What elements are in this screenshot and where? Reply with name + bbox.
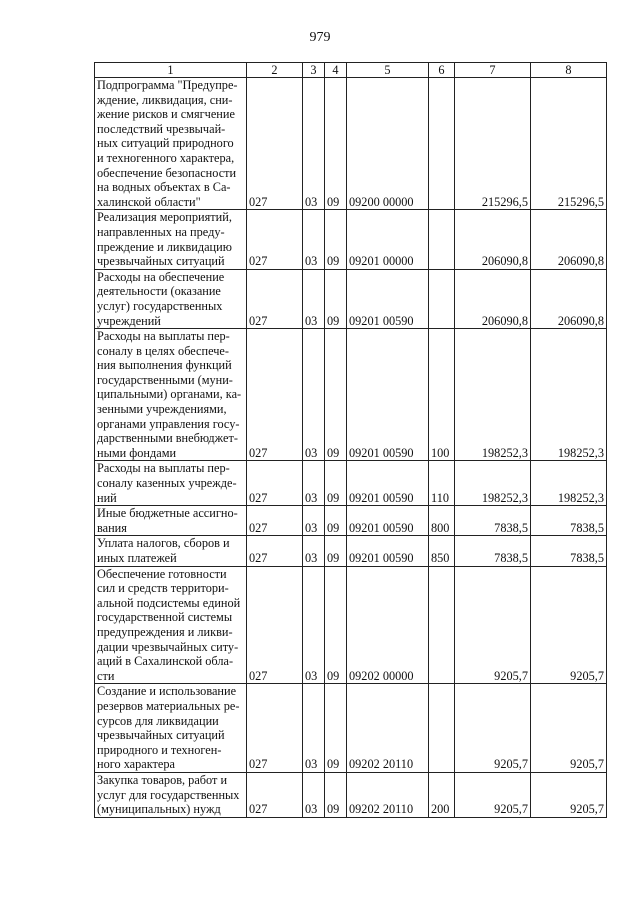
column-header-5: 5	[347, 63, 429, 78]
subsection-code: 09	[325, 269, 347, 328]
admin-code: 027	[247, 461, 303, 506]
column-header-3: 3	[303, 63, 325, 78]
row-name	[95, 78, 247, 210]
target-article-code: 09200 00000	[347, 78, 429, 210]
row-name-line: дации чрезвычайных ситу-	[97, 639, 239, 654]
admin-code: 027	[247, 684, 303, 773]
amount-col-7: 198252,3	[455, 329, 531, 461]
amount-col-8: 215296,5	[531, 78, 607, 210]
row-name-line: Обеспечение готовности	[97, 566, 227, 581]
admin-code: 027	[247, 772, 303, 817]
section-code: 03	[303, 772, 325, 817]
subsection-code: 09	[325, 684, 347, 773]
row-name-line: Расходы на обеспечение	[97, 269, 225, 284]
section-code: 03	[303, 461, 325, 506]
section-code: 03	[303, 329, 325, 461]
amount-col-7: 7838,5	[455, 506, 531, 536]
row-name-line: учреждений	[97, 313, 161, 328]
table-row	[95, 269, 607, 328]
row-name-line: (муниципальных) нужд	[97, 802, 221, 817]
table-row	[95, 536, 607, 566]
row-name-line: и техногенного характера,	[97, 150, 235, 165]
row-name-line: иных платежей	[97, 551, 177, 565]
target-article-code: 09202 20110	[347, 684, 429, 773]
row-name-line: предупреждения и ликви-	[97, 624, 233, 639]
row-name-line: преждение и ликвидацию	[97, 239, 232, 254]
row-name-line: услуг для государственных	[97, 787, 240, 802]
table-row	[95, 461, 607, 506]
expense-type-code: 800	[429, 506, 455, 536]
row-name-line: последствий чрезвычай-	[97, 121, 226, 136]
admin-code: 027	[247, 566, 303, 684]
target-article-code: 09202 00000	[347, 566, 429, 684]
section-code: 03	[303, 566, 325, 684]
column-header-1: 1	[95, 63, 247, 78]
row-name-line: на водных объектах в Са-	[97, 180, 231, 195]
row-name-line: ждение, ликвидация, сни-	[97, 92, 233, 107]
table-row	[95, 684, 607, 773]
row-name	[95, 506, 247, 536]
amount-col-8: 9205,7	[531, 684, 607, 773]
amount-col-8: 206090,8	[531, 269, 607, 328]
subsection-code: 09	[325, 461, 347, 506]
section-code: 03	[303, 536, 325, 566]
column-header-2: 2	[247, 63, 303, 78]
row-name-line: Расходы на выплаты пер-	[97, 461, 230, 476]
row-name	[95, 684, 247, 773]
row-name-line: вания	[97, 520, 127, 535]
row-name	[95, 772, 247, 817]
row-name-line: Закупка товаров, работ и	[97, 772, 228, 787]
subsection-code: 09	[325, 566, 347, 684]
column-header-4: 4	[325, 63, 347, 78]
row-name-line: соналу в целях обеспече-	[97, 343, 229, 358]
amount-col-8: 7838,5	[531, 506, 607, 536]
row-name-line: Подпрограмма "Предупре-	[97, 78, 238, 92]
row-name-line: услуг) государственных	[97, 298, 223, 313]
row-name-line: природного и техноген-	[97, 742, 222, 757]
table-row	[95, 772, 607, 817]
section-code: 03	[303, 269, 325, 328]
row-name-line: ния выполнения функций	[97, 358, 232, 373]
row-name-line: сурсов для ликвидации	[97, 713, 219, 728]
row-name	[95, 269, 247, 328]
amount-col-7: 9205,7	[455, 566, 531, 684]
amount-col-8: 198252,3	[531, 329, 607, 461]
subsection-code: 09	[325, 772, 347, 817]
page-number: 979	[309, 30, 331, 45]
row-name	[95, 536, 247, 566]
expense-type-code	[429, 269, 455, 328]
column-header-6: 6	[429, 63, 455, 78]
target-article-code: 09201 00590	[347, 506, 429, 536]
section-code: 03	[303, 210, 325, 269]
budget-table	[94, 62, 607, 818]
target-article-code: 09201 00590	[347, 329, 429, 461]
row-name	[95, 461, 247, 506]
row-name-line: Иные бюджетные ассигно-	[97, 506, 238, 521]
admin-code: 027	[247, 210, 303, 269]
amount-col-7: 198252,3	[455, 461, 531, 506]
row-name	[95, 329, 247, 461]
amount-col-8: 198252,3	[531, 461, 607, 506]
target-article-code: 09201 00590	[347, 536, 429, 566]
row-name-line: направленных на преду-	[97, 224, 225, 239]
column-header-8: 8	[531, 63, 607, 78]
amount-col-7: 206090,8	[455, 210, 531, 269]
target-article-code: 09201 00590	[347, 461, 429, 506]
row-name-line: жение рисков и смягчение	[97, 107, 235, 122]
admin-code: 027	[247, 329, 303, 461]
subsection-code: 09	[325, 210, 347, 269]
row-name-line: Расходы на выплаты пер-	[97, 329, 230, 344]
amount-col-7: 7838,5	[455, 536, 531, 566]
row-name-line: дарственными внебюджет-	[97, 431, 238, 446]
admin-code: 027	[247, 269, 303, 328]
row-name-line: аций в Сахалинской обла-	[97, 654, 234, 669]
row-name-line: сти	[97, 668, 115, 683]
row-name-line: ного характера	[97, 757, 175, 772]
table-row	[95, 210, 607, 269]
subsection-code: 09	[325, 329, 347, 461]
header-row	[95, 63, 607, 78]
admin-code: 027	[247, 78, 303, 210]
expense-type-code: 200	[429, 772, 455, 817]
column-header-7: 7	[455, 63, 531, 78]
row-name-line: Уплата налогов, сборов и	[97, 536, 230, 551]
table-row	[95, 78, 607, 210]
row-name-line: альной подсистемы единой	[97, 595, 241, 610]
amount-col-8: 7838,5	[531, 536, 607, 566]
row-name-line: Реализация мероприятий,	[97, 210, 232, 225]
target-article-code: 09201 00000	[347, 210, 429, 269]
table-body	[95, 78, 607, 818]
row-name-line: государственными (муни-	[97, 372, 233, 387]
row-name	[95, 210, 247, 269]
section-code: 03	[303, 506, 325, 536]
table-row	[95, 566, 607, 684]
row-name-line: органами управления госу-	[97, 416, 240, 431]
row-name-line: чрезвычайных ситуаций	[97, 728, 225, 743]
row-name-line: ний	[97, 490, 117, 505]
admin-code: 027	[247, 536, 303, 566]
row-name-line: сил и средств территори-	[97, 581, 229, 596]
amount-col-8: 9205,7	[531, 772, 607, 817]
subsection-code: 09	[325, 78, 347, 210]
row-name-line: ципальными) органами, ка-	[97, 387, 242, 402]
amount-col-7: 206090,8	[455, 269, 531, 328]
table-row	[95, 329, 607, 461]
row-name-line: чрезвычайных ситуаций	[97, 254, 225, 269]
expense-type-code	[429, 566, 455, 684]
row-name-line: деятельности (оказание	[97, 284, 221, 299]
section-code: 03	[303, 78, 325, 210]
subsection-code: 09	[325, 536, 347, 566]
amount-col-7: 9205,7	[455, 772, 531, 817]
row-name-line: Создание и использование	[97, 684, 237, 699]
target-article-code: 09202 20110	[347, 772, 429, 817]
amount-col-8: 206090,8	[531, 210, 607, 269]
expense-type-code: 110	[429, 461, 455, 506]
expense-type-code	[429, 684, 455, 773]
expense-type-code: 850	[429, 536, 455, 566]
target-article-code: 09201 00590	[347, 269, 429, 328]
expense-type-code	[429, 78, 455, 210]
table-row	[95, 506, 607, 536]
row-name-line: ных ситуаций природного	[97, 136, 234, 151]
row-name-line: зенными учреждениями,	[97, 402, 227, 417]
amount-col-7: 215296,5	[455, 78, 531, 210]
row-name-line: обеспечение безопасности	[97, 165, 237, 180]
section-code: 03	[303, 684, 325, 773]
expense-type-code	[429, 210, 455, 269]
row-name-line: ными фондами	[97, 445, 177, 460]
row-name-line: халинской области"	[97, 194, 201, 209]
amount-col-7: 9205,7	[455, 684, 531, 773]
admin-code: 027	[247, 506, 303, 536]
row-name-line: государственной системы	[97, 610, 233, 625]
amount-col-8: 9205,7	[531, 566, 607, 684]
row-name-line: соналу казенных учрежде-	[97, 476, 237, 491]
expense-type-code: 100	[429, 329, 455, 461]
row-name	[95, 566, 247, 684]
subsection-code: 09	[325, 506, 347, 536]
row-name-line: резервов материальных ре-	[97, 698, 240, 713]
